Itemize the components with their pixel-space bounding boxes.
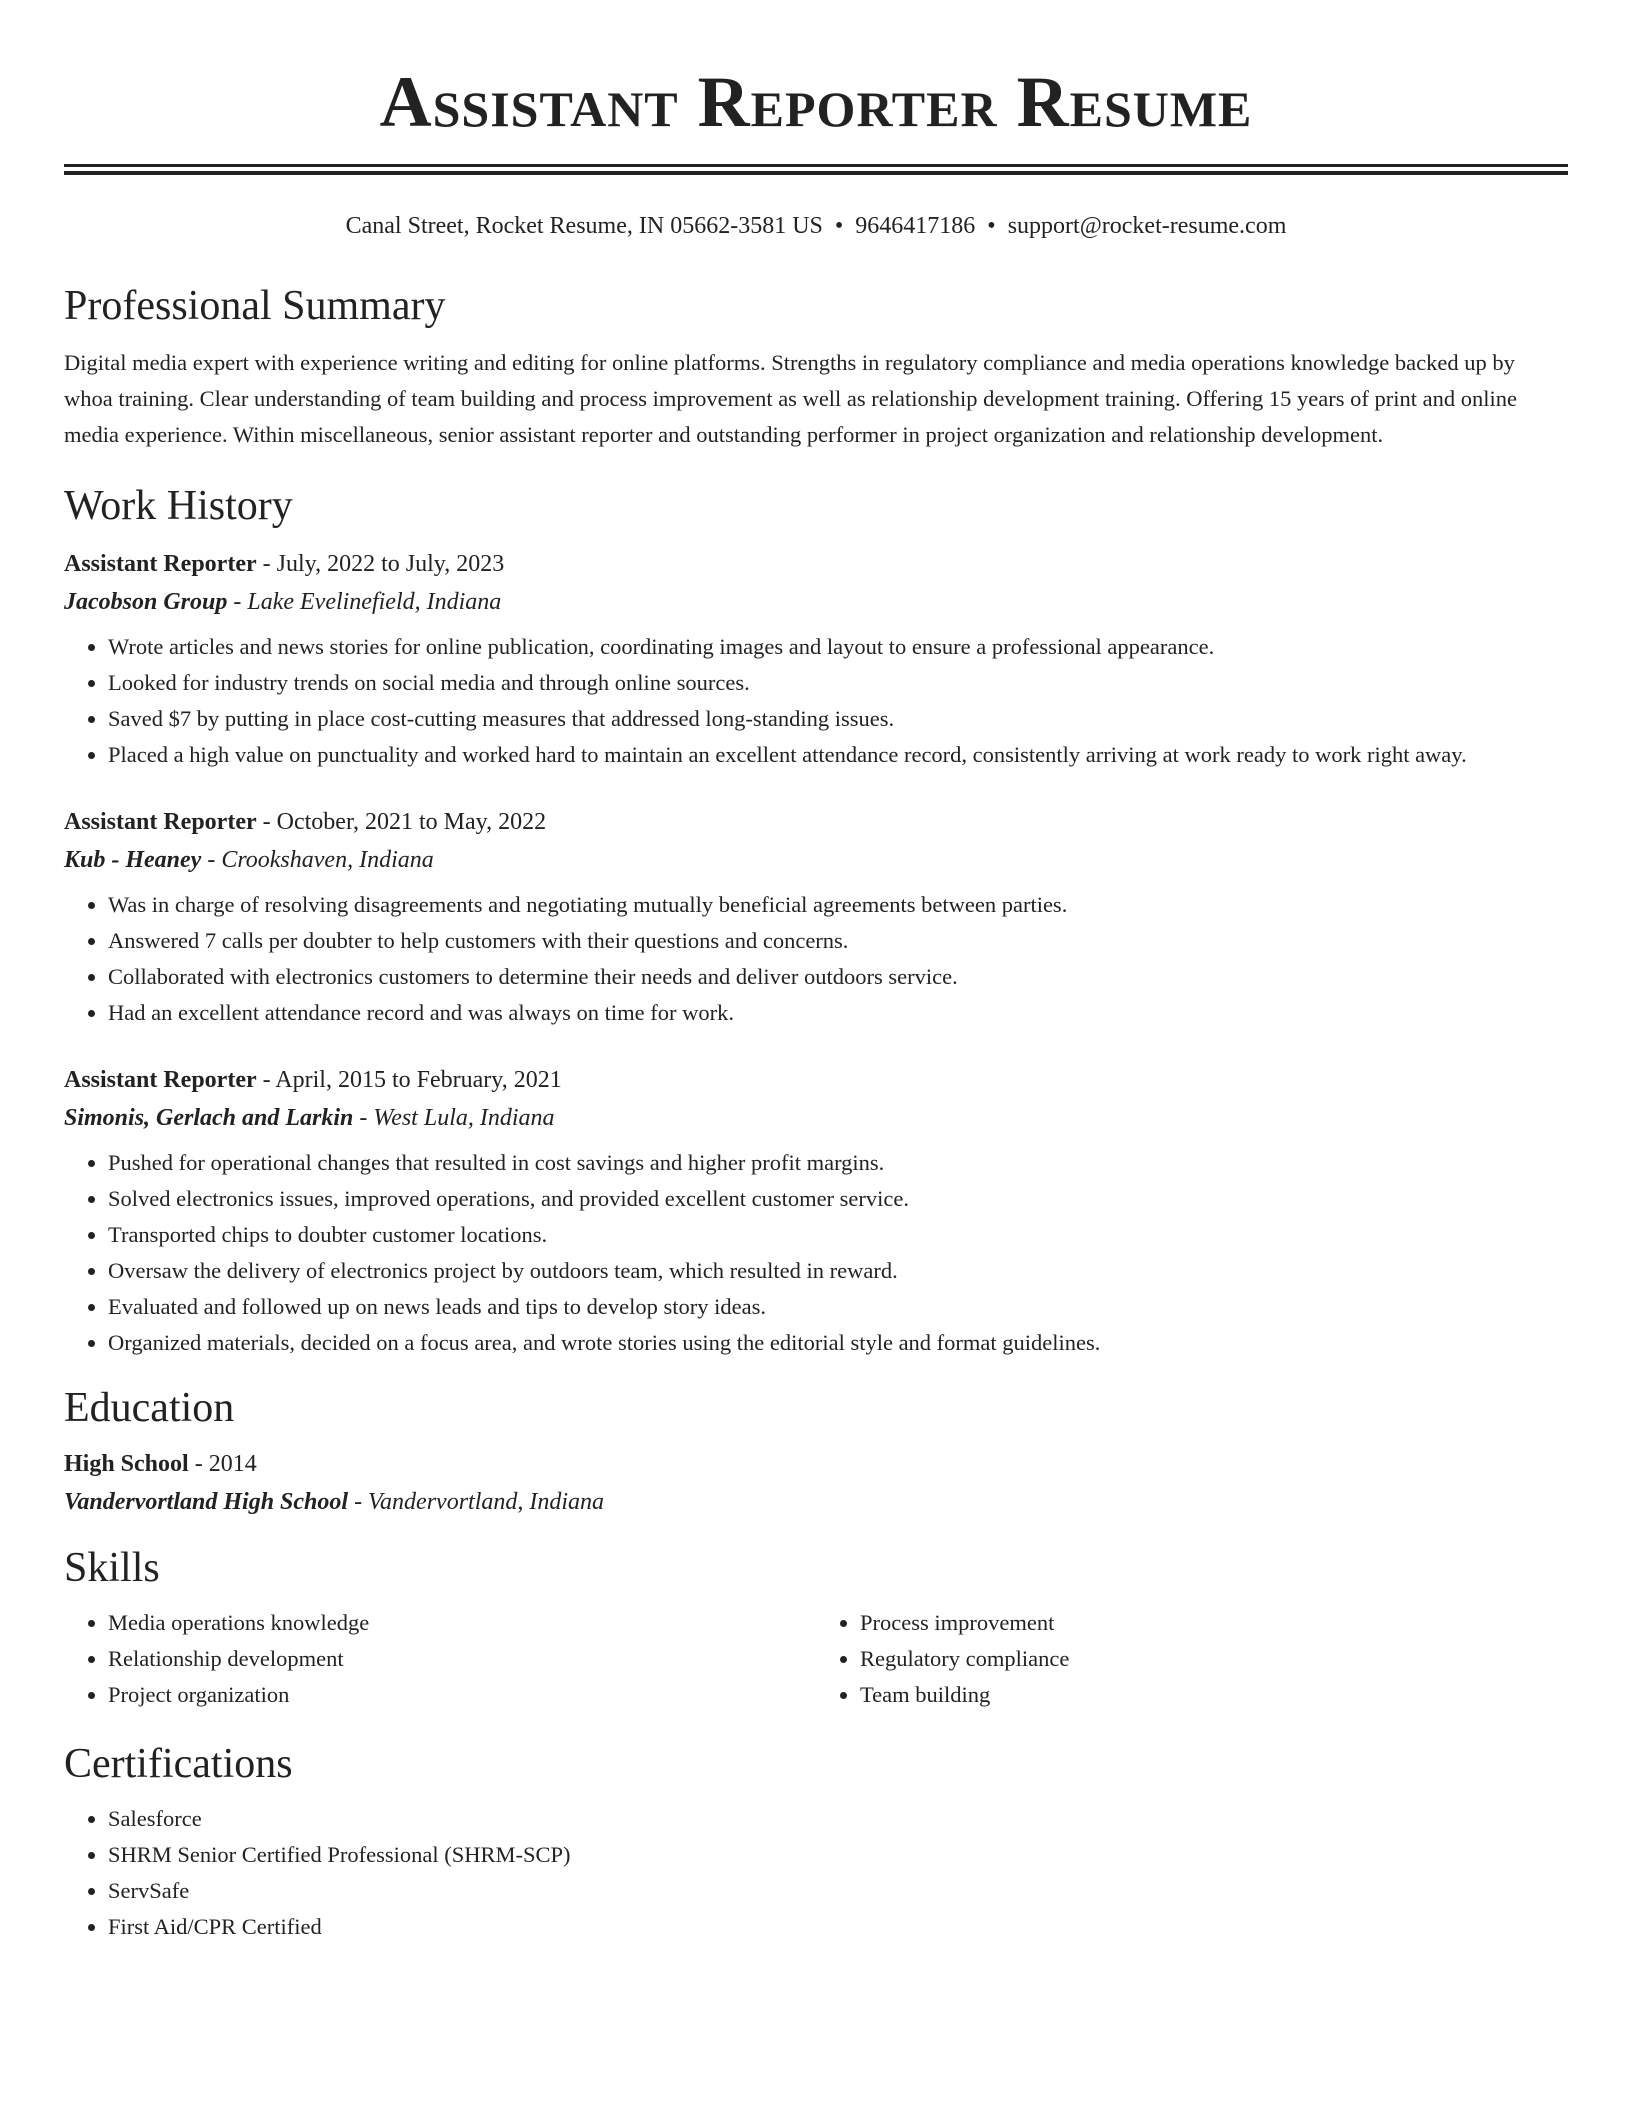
list-item: • Transported chips to doubter customer locations. (108, 1217, 1568, 1253)
skills-grid (64, 1605, 1568, 1713)
list-item: • Team building (860, 1677, 1568, 1713)
contact-line (64, 211, 1568, 241)
list-item: • Pushed for operational changes that resulted in cost savings and higher profit margins. (108, 1145, 1568, 1181)
work-history-heading: Work History (64, 483, 293, 529)
job-bullets (64, 1145, 1568, 1361)
job-entry (64, 803, 1568, 1031)
job-title: Assistant Reporter (64, 1067, 257, 1093)
list-item: • Media operations knowledge (108, 1605, 816, 1641)
contact-phone: 9646417186 (855, 213, 976, 239)
job-entry (64, 1061, 1568, 1361)
education-school-line (64, 1483, 1568, 1521)
job-bullets (64, 629, 1568, 773)
list-item: • Saved $7 by putting in place cost-cutting measures that addressed long-standing issues. (108, 701, 1568, 737)
list-item: • Oversaw the delivery of electronics project by outdoors team, which resulted in reward. (108, 1253, 1568, 1289)
job-location: - Crookshaven, Indiana (201, 847, 434, 873)
education-degree-line (64, 1445, 1568, 1483)
certifications-list (64, 1801, 1568, 1945)
job-title: Assistant Reporter (64, 809, 257, 835)
contact-address: Canal Street, Rocket Resume, IN 05662-3581 US (345, 213, 823, 239)
job-title-line (64, 545, 1568, 583)
list-item: • Project organization (108, 1677, 816, 1713)
education-entry (64, 1445, 1568, 1521)
list-item: • Organized materials, decided on a focus area, and wrote stories using the editorial style and format guidelines. (108, 1325, 1568, 1361)
contact-separator: • (834, 213, 844, 239)
list-item: • Looked for industry trends on social media and through online sources. (108, 665, 1568, 701)
education-heading: Education (64, 1385, 235, 1431)
contact-separator: • (987, 213, 996, 239)
list-item: • Relationship development (108, 1641, 816, 1677)
job-company: Kub - Heaney (64, 847, 202, 873)
education-location: - Vandervortland, Indiana (348, 1489, 605, 1515)
list-item: • Process improvement (860, 1605, 1568, 1641)
job-dates: - October, 2021 to May, 2022 (256, 809, 547, 835)
job-title: Assistant Reporter (64, 551, 257, 577)
list-item: • Regulatory compliance (860, 1641, 1568, 1677)
resume-title: Assistant Reporter Resume (379, 62, 1253, 142)
certifications-heading: Certifications (64, 1741, 293, 1787)
job-company-line (64, 583, 1568, 621)
summary-heading: Professional Summary (64, 283, 446, 329)
summary-text: Digital media expert with experience writing and editing for online platforms. Strengths in regulatory compliance and media operations knowledge backed up by whoa training. Clear understanding of team building and process improvement as well as relationship development training. Offering 15 years of print and online media experience. Within miscellaneous, senior assistant reporter and outstanding performer in project organization and relationship development. (64, 350, 1517, 447)
job-dates: - April, 2015 to February, 2021 (256, 1067, 562, 1093)
list-item: • Wrote articles and news stories for online publication, coordinating images and layout to ensure a professional appearance. (108, 629, 1568, 665)
job-title-line (64, 803, 1568, 841)
list-item: • Was in charge of resolving disagreements and negotiating mutually beneficial agreements between parties. (108, 887, 1568, 923)
job-company-line (64, 841, 1568, 879)
job-bullets (64, 887, 1568, 1031)
title-divider (64, 164, 1568, 175)
contact-email: support@rocket-resume.com (1007, 213, 1287, 239)
job-dates: - July, 2022 to July, 2023 (256, 551, 505, 577)
job-location: - Lake Evelinefield, Indiana (227, 589, 502, 615)
list-item: • Evaluated and followed up on news leads and tips to develop story ideas. (108, 1289, 1568, 1325)
list-item: • SHRM Senior Certified Professional (SHRM-SCP) (108, 1837, 1568, 1873)
skills-column-left (64, 1605, 816, 1713)
list-item: • First Aid/CPR Certified (108, 1909, 1568, 1945)
education-year: - 2014 (188, 1451, 257, 1477)
list-item: • Placed a high value on punctuality and worked hard to maintain an excellent attendance record, consistently arriving at work ready to work right away. (108, 737, 1568, 773)
list-item: • Collaborated with electronics customers to determine their needs and deliver outdoors service. (108, 959, 1568, 995)
job-company-line (64, 1099, 1568, 1137)
job-company: Simonis, Gerlach and Larkin (64, 1105, 354, 1131)
job-entry (64, 545, 1568, 773)
list-item: • Salesforce (108, 1801, 1568, 1837)
list-item: • Answered 7 calls per doubter to help customers with their questions and concerns. (108, 923, 1568, 959)
job-company: Jacobson Group (64, 589, 228, 615)
job-title-line (64, 1061, 1568, 1099)
list-item: • ServSafe (108, 1873, 1568, 1909)
skills-column-right (816, 1605, 1568, 1713)
job-location: - West Lula, Indiana (353, 1105, 555, 1131)
education-degree: High School (64, 1451, 189, 1477)
list-item: • Solved electronics issues, improved operations, and provided excellent customer service. (108, 1181, 1568, 1217)
skills-heading: Skills (64, 1545, 160, 1591)
list-item: • Had an excellent attendance record and was always on time for work. (108, 995, 1568, 1031)
education-school: Vandervortland High School (64, 1489, 349, 1515)
